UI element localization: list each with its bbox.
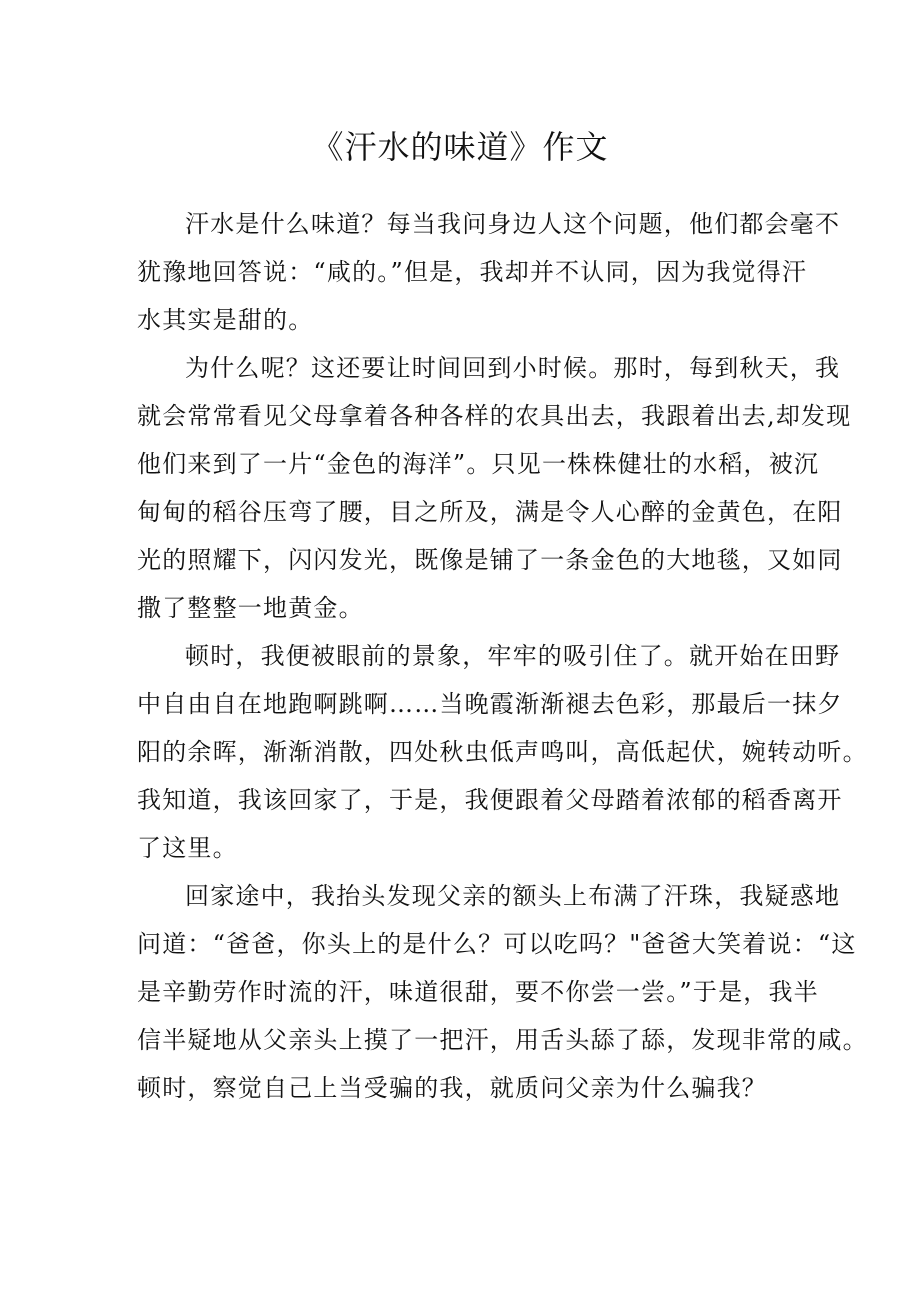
paragraph-line: 信半疑地从父亲头上摸了一把汗，用舌头舔了舔，发现非常的咸。 (137, 1026, 868, 1054)
paragraph-line: 顿时，我便被眼前的景象，牢牢的吸引住了。就开始在田野 (185, 642, 841, 670)
paragraph-line: 犹豫地回答说：“咸的。”但是，我却并不认同，因为我觉得汗 (137, 258, 808, 286)
paragraph (137, 344, 852, 632)
paragraph-line: 我知道，我该回家了，于是，我便跟着父母踏着浓郁的稻香离开 (137, 786, 843, 814)
paragraph-line: 他们来到了一片“金色的海洋”。只见一株株健壮的水稻，被沉 (137, 450, 820, 478)
paragraph-line: 阳的余晖，渐渐消散，四处秋虫低声鸣叫，高低起伏，婉转动听。 (137, 738, 868, 766)
paragraph-line: 光的照耀下，闪闪发光，既像是铺了一条金色的大地毯，又如同 (137, 546, 843, 574)
paragraph-line: 问道：“爸爸，你头上的是什么？可以吃吗？"爸爸大笑着说：“这 (137, 930, 857, 958)
paragraph-line: 回家途中，我抬头发现父亲的额头上布满了汗珠，我疑惑地 (185, 882, 841, 910)
paragraph-line: 甸甸的稻谷压弯了腰，目之所及，满是令人心醉的金黄色，在阳 (137, 498, 843, 526)
document-title: 《汗水的味道》作文 (311, 128, 609, 166)
paragraph-line: 为什么呢？这还要让时间回到小时候。那时，每到秋天，我 (185, 354, 841, 382)
paragraph-line: 是辛勤劳作时流的汗，味道很甜，要不你尝一尝。”于是，我半 (137, 978, 819, 1006)
paragraph (137, 200, 841, 344)
paragraph (137, 872, 868, 1112)
paragraph-line: 就会常常看见父母拿着各种各样的农具出去，我跟着出去,却发现 (137, 402, 852, 430)
paragraph-line: 了这里。 (137, 834, 238, 862)
paragraph-line: 汗水是什么味道？每当我问身边人这个问题，他们都会毫不 (185, 210, 841, 238)
paragraph-line: 顿时，察觉自己上当受骗的我，就质问父亲为什么骗我？ (137, 1074, 767, 1102)
essay-body (137, 200, 868, 1112)
paragraph-line: 中自由自在地跑啊跳啊……当晚霞渐渐褪去色彩，那最后一抹夕 (137, 690, 843, 718)
paragraph-line: 撒了整整一地黄金。 (137, 594, 364, 622)
paragraph-line: 水其实是甜的。 (137, 306, 314, 334)
paragraph (137, 632, 868, 872)
